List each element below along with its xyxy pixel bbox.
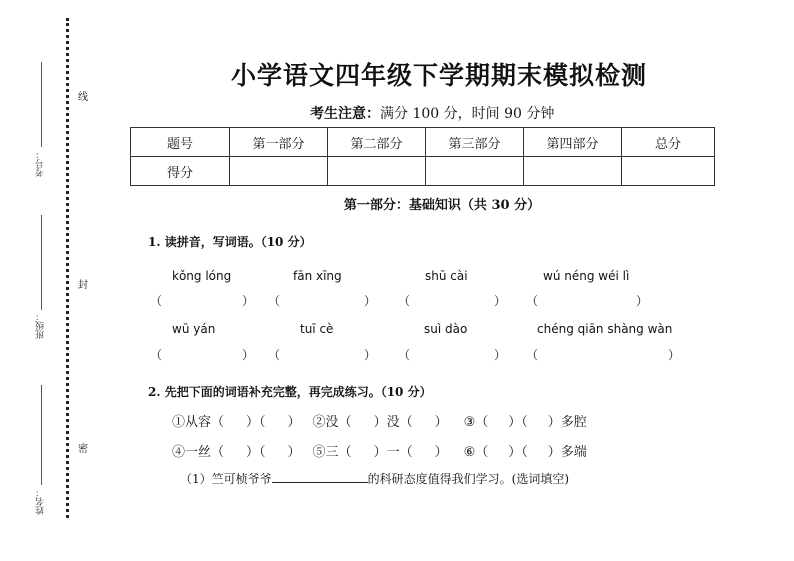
idiom-fragment: ） (287, 415, 301, 430)
section-title: 第一部分：基础知识（共 30 分） (343, 198, 541, 213)
fill-in-blank[interactable] (272, 470, 368, 483)
score-row-label: 得分 (131, 157, 230, 186)
pinyin-item: chéng qiān shàng wàn (537, 322, 673, 336)
idiom-fragment: ③（ (463, 415, 489, 430)
answer-paren-close: ） (494, 294, 507, 308)
idiom-fragment: ） (434, 445, 448, 460)
idiom-fragment: ①从容（ (172, 415, 225, 430)
sub-question-1 (180, 470, 569, 487)
idiom-fragment: ）没（ (373, 415, 413, 430)
binding-char-xian: 线 (78, 92, 88, 103)
sub-question-suffix: 的科研态度值得我们学习。(选词填空) (367, 472, 570, 486)
pinyin-item: fān xīng (293, 269, 342, 283)
pinyin-item: shū cài (425, 269, 468, 283)
page-title: 小学语文四年级下学期期末模拟检测 (230, 61, 647, 90)
binding-line-middle (41, 215, 42, 310)
score-cell[interactable] (328, 157, 426, 186)
answer-paren-close: ） (668, 348, 681, 362)
answer-paren-close: ） (364, 294, 377, 308)
pinyin-item: wū yán (172, 322, 216, 336)
score-header-cell: 题号 (131, 128, 230, 157)
score-table-header-row (131, 128, 715, 157)
binding-label-class: 班级： (36, 312, 46, 339)
score-header-cell: 第三部分 (426, 128, 524, 157)
sub-question-prefix: （1）竺可桢爷爷 (180, 472, 272, 486)
answer-paren-close: ） (494, 348, 507, 362)
question-1-title: 1. 读拼音，写词语。（10 分） (148, 235, 312, 249)
answer-paren-open: （ (398, 294, 411, 308)
score-header-cell: 第四部分 (524, 128, 622, 157)
score-header-cell: 第二部分 (328, 128, 426, 157)
idiom-fragment: ）（ (246, 415, 266, 430)
binding-line-bottom (41, 385, 42, 485)
idiom-row-2 (172, 441, 587, 460)
score-header-cell: 总分 (622, 128, 715, 157)
answer-paren-open: （ (150, 294, 163, 308)
answer-paren-open: （ (526, 348, 539, 362)
answer-paren-open: （ (268, 348, 281, 362)
pinyin-item: wú néng wéi lì (543, 269, 630, 283)
answer-paren-open: （ (268, 294, 281, 308)
score-cell[interactable] (622, 157, 715, 186)
question-2-title: 2. 先把下面的词语补充完整，再完成练习。（10 分） (148, 385, 432, 399)
idiom-fragment: ⑥（ (463, 445, 489, 460)
idiom-fragment: ）（ (246, 445, 266, 460)
idiom-fragment: ②没（ (312, 415, 352, 430)
pinyin-item: suì dào (424, 322, 468, 336)
score-cell[interactable] (426, 157, 524, 186)
score-table-row (131, 157, 715, 186)
binding-label-exam-number: 考号： (36, 150, 46, 177)
score-table (130, 127, 715, 186)
idiom-row-1 (172, 411, 587, 430)
idiom-fragment: ④一丝（ (172, 445, 225, 460)
binding-label-name: 姓名： (36, 488, 46, 515)
pinyin-item: tuī cè (300, 322, 334, 336)
idiom-fragment: ）多端 (547, 445, 587, 460)
idiom-fragment: ）一（ (373, 445, 413, 460)
binding-char-mi: 密 (78, 444, 88, 455)
idiom-fragment: ）（ (508, 415, 528, 430)
answer-paren-close: ） (636, 294, 649, 308)
exam-notice (310, 103, 554, 123)
score-cell[interactable] (524, 157, 622, 186)
idiom-fragment: ）（ (508, 445, 528, 460)
pinyin-item: kǒng lóng (172, 269, 232, 283)
answer-paren-close: ） (364, 348, 377, 362)
notice-label: 考生注意： (310, 106, 380, 122)
binding-char-feng: 封 (78, 280, 88, 291)
idiom-fragment: ⑤三（ (312, 445, 352, 460)
idiom-fragment: ） (434, 415, 448, 430)
answer-paren-open: （ (398, 348, 411, 362)
binding-dotted-line (66, 18, 69, 518)
score-header-cell: 第一部分 (230, 128, 328, 157)
score-cell[interactable] (230, 157, 328, 186)
idiom-fragment: ） (287, 445, 301, 460)
answer-paren-open: （ (150, 348, 163, 362)
answer-paren-open: （ (526, 294, 539, 308)
answer-paren-close: ） (242, 294, 255, 308)
idiom-fragment: ）多腔 (547, 415, 587, 430)
answer-paren-close: ） (242, 348, 255, 362)
notice-text: 满分 100 分，时间 90 分钟 (380, 106, 555, 122)
